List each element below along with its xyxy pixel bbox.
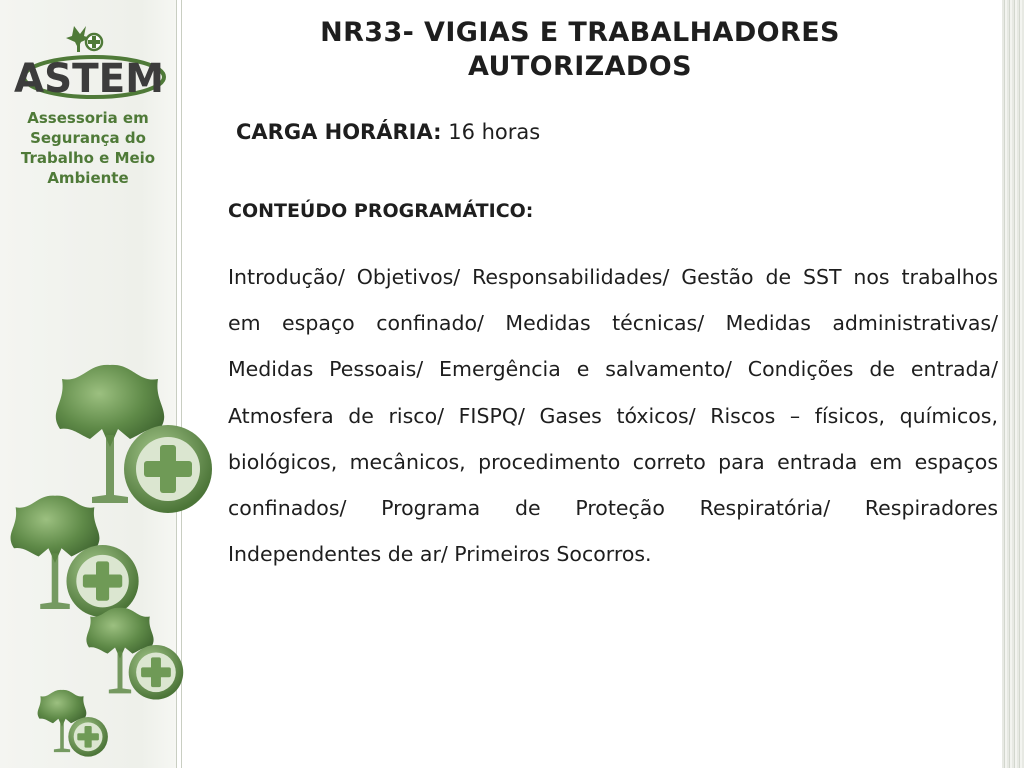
leaf-icon: [86, 608, 183, 700]
workload-label: CARGA HORÁRIA:: [236, 120, 442, 144]
decorative-emblems: [0, 345, 240, 768]
workload-value: 16 horas: [448, 120, 541, 144]
page-title: NR33- VIGIAS E TRABALHADORES AUTORIZADOS: [320, 17, 840, 82]
syllabus-heading: CONTEÚDO PROGRAMÁTICO:: [228, 200, 534, 222]
astem-logo: [8, 22, 168, 104]
right-border-decoration: [1002, 0, 1024, 768]
logo-wordmark: ASTEM: [14, 56, 164, 102]
medical-cross-icon: [86, 34, 102, 50]
course-workload: [236, 120, 540, 144]
leaf-icon: [56, 365, 212, 513]
syllabus-text: Introdução/ Objetivos/ Responsabilidades/ Gestão de SST nos trabalhos em espaço confinado/ Medidas técnicas/ Medidas administrativas/ Medidas Pessoais/ Emergência e salvamento/ Condições de entrada/ Atmosfera de risco/ FISPQ/ Gases tóxicos/ Riscos – físicos, químicos, biológicos, mecânicos, procedimento correto para entrada em espaços confinados/ Programa de Proteção Respiratória/ Respiradores Independentes de ar/ Primeiros Socorros.: [228, 265, 998, 567]
company-tagline: Assessoria em Segurança do Trabalho e Meio Ambiente: [20, 109, 156, 187]
leaf-icon: [11, 496, 139, 617]
leaf-icon: [38, 690, 108, 757]
